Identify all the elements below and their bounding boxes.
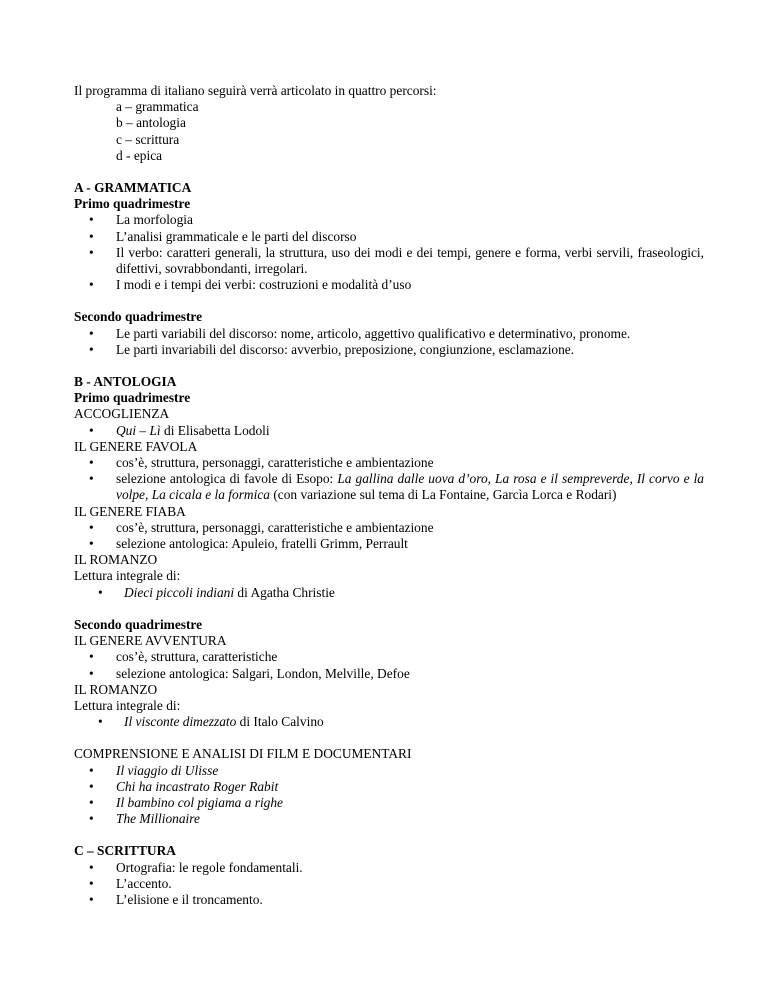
- bullet-icon: •: [89, 228, 94, 244]
- list-item: • L’elisione e il troncamento.: [89, 891, 263, 907]
- antologia-secondo-heading: Secondo quadrimestre: [74, 616, 203, 632]
- intro-text: Il programma di italiano seguirà verrà articolato in quattro percorsi:: [74, 83, 437, 98]
- bullet-icon: •: [89, 277, 94, 293]
- list-item: • Le parti variabili del discorso: nome, articolo, aggettivo qualificativo e determinativo, pronome.: [89, 325, 631, 341]
- bullet-icon: •: [89, 811, 94, 827]
- bullet-icon: •: [98, 714, 103, 730]
- list-item: • Il visconte dimezzato di Italo Calvino: [98, 714, 324, 730]
- list-item: • cos’è, struttura, caratteristiche: [89, 649, 278, 665]
- fiaba-list: [74, 520, 704, 552]
- romanzo-label-2: IL ROMANZO: [74, 681, 158, 697]
- list-item: • selezione antologica: Salgari, London, Melville, Defoe: [89, 665, 410, 681]
- bullet-icon: •: [89, 536, 94, 552]
- list-item: • Ortografia: le regole fondamentali.: [89, 859, 303, 875]
- intro-item-b: b – antologia: [116, 115, 186, 131]
- bullet-icon: •: [89, 891, 94, 907]
- grammatica-primo-list: [74, 212, 704, 293]
- lettura-label-2: Lettura integrale di:: [74, 697, 181, 713]
- list-item: • Qui – Lì di Elisabetta Lodoli: [89, 422, 270, 438]
- list-item: • Le parti invariabili del discorso: avverbio, preposizione, congiunzione, esclamazione.: [89, 341, 575, 357]
- scrittura-list: [74, 860, 704, 909]
- book-title: Dieci piccoli indiani: [124, 584, 235, 600]
- avventura-list: [74, 649, 704, 681]
- list-item: • Il verbo: caratteri generali, la struttura, uso dei modi e dei tempi, genere e forma, verbi servili, fraseologici, difettivi, sovrabbondanti, irregolari.: [89, 244, 704, 277]
- bullet-icon: •: [89, 422, 94, 438]
- bullet-icon: •: [89, 778, 94, 794]
- list-item: • Il bambino col pigiama a righe: [89, 794, 283, 810]
- list-item: • selezione antologica di favole di Esopo: La gallina dalle uova d’oro, La rosa e il sempreverde, Il corvo e la volpe, La cicala e la formica (con variazione sul tema di La Fontaine, Garcìa Lorca e Rodari): [89, 471, 704, 503]
- grammatica-secondo-list: [74, 326, 704, 358]
- bullet-icon: •: [89, 341, 94, 357]
- list-item: • Il viaggio di Ulisse: [89, 762, 219, 778]
- section-heading-grammatica: A - GRAMMATICA: [74, 180, 192, 196]
- avventura-label: IL GENERE AVVENTURA: [74, 633, 227, 649]
- favola-label: IL GENERE FAVOLA: [74, 438, 198, 454]
- bullet-icon: •: [89, 519, 94, 535]
- bullet-icon: •: [98, 584, 103, 600]
- bullet-icon: •: [89, 244, 94, 260]
- bullet-icon: •: [89, 471, 94, 487]
- list-item: • cos’è, struttura, personaggi, caratteristiche e ambientazione: [89, 455, 434, 471]
- fiaba-label: IL GENERE FIABA: [74, 503, 186, 519]
- list-item: • cos’è, struttura, personaggi, caratteristiche e ambientazione: [89, 519, 434, 535]
- bullet-icon: •: [89, 455, 94, 471]
- accoglienza-list: [74, 423, 704, 439]
- intro-item-d: d - epica: [116, 147, 163, 163]
- book-title: Il visconte dimezzato: [124, 714, 237, 730]
- antologia-primo-heading: Primo quadrimestre: [74, 390, 191, 406]
- bullet-icon: •: [89, 212, 94, 228]
- romanzo-list-2: [74, 714, 704, 730]
- grammatica-primo-heading: Primo quadrimestre: [74, 196, 191, 212]
- section-heading-antologia: B - ANTOLOGIA: [74, 374, 177, 390]
- list-item: • La morfologia: [89, 212, 193, 228]
- bullet-icon: •: [89, 875, 94, 891]
- bullet-icon: •: [89, 794, 94, 810]
- list-item: • The Millionaire: [89, 811, 200, 827]
- intro-item-c: c – scrittura: [116, 131, 180, 147]
- intro-item-a: a – grammatica: [116, 99, 199, 115]
- lettura-label: Lettura integrale di:: [74, 568, 181, 584]
- romanzo-list: [74, 585, 704, 601]
- romanzo-label: IL ROMANZO: [74, 552, 158, 568]
- list-item: • L’accento.: [89, 875, 172, 891]
- accoglienza-label: ACCOGLIENZA: [74, 406, 170, 422]
- work-title: Qui – Lì: [116, 422, 161, 438]
- bullet-icon: •: [89, 325, 94, 341]
- list-item: • L’analisi grammaticale e le parti del discorso: [89, 228, 357, 244]
- bullet-icon: •: [89, 665, 94, 681]
- favola-list: [74, 455, 704, 504]
- list-item: • selezione antologica: Apuleio, fratelli Grimm, Perrault: [89, 536, 408, 552]
- bullet-icon: •: [89, 859, 94, 875]
- grammatica-secondo-heading: Secondo quadrimestre: [74, 309, 203, 325]
- list-item: • Dieci piccoli indiani di Agatha Christie: [98, 584, 335, 600]
- document-page: [74, 83, 704, 908]
- list-item: • I modi e i tempi dei verbi: costruzioni e modalità d’uso: [89, 277, 412, 293]
- list-item: • Chi ha incastrato Roger Rabit: [89, 778, 279, 794]
- bullet-icon: •: [89, 762, 94, 778]
- section-heading-scrittura: C – SCRITTURA: [74, 843, 176, 859]
- film-label: COMPRENSIONE E ANALISI DI FILM E DOCUMENTARI: [74, 746, 412, 762]
- work-titles: La gallina dalle uova d’oro, La rosa e il sempreverde, Il corvo e la volpe, La cicala e la formica: [116, 471, 704, 503]
- bullet-icon: •: [89, 649, 94, 665]
- film-list: [74, 763, 704, 828]
